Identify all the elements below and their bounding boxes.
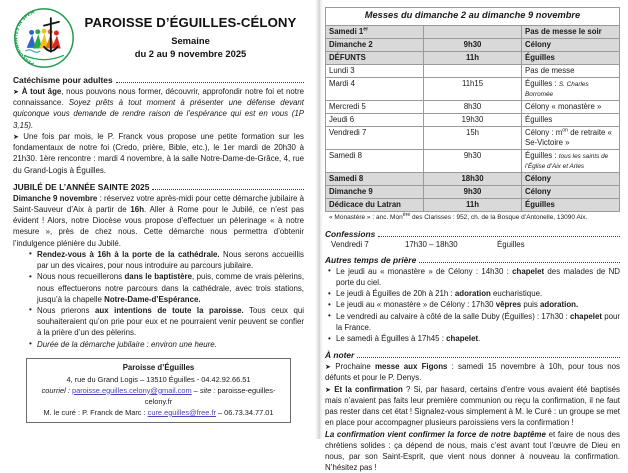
table-row <box>326 25 620 38</box>
catechisme-item-1-quote: Soyez prêts à tout moment à présenter une défense devant quiconque vous demande de rendre raison de l’espérance qui est en vous (1P 3,15). <box>13 98 304 130</box>
jubile-intro-text: : réservez votre après-midi pour cette démarche jubilaire à Saint-Sauveur d’Aix à partir de <box>13 193 305 214</box>
table-row <box>326 77 620 100</box>
row-time: 19h30 <box>424 114 522 127</box>
contact-cure-label: M. le curé : P. Franck de Marc : <box>43 407 148 417</box>
list-item <box>325 311 620 333</box>
row-time: 15h <box>424 127 522 150</box>
row-day: Mardi 4 <box>326 77 424 100</box>
arrow-bullet-icon: ➤ <box>325 362 332 372</box>
prieres-list <box>325 266 620 345</box>
priere-3-pre: Le jeudi au « monastère » de Célony : 17h30 <box>336 300 496 310</box>
priere-3-bold: vêpres <box>495 300 522 310</box>
table-row <box>326 101 620 114</box>
page-header <box>13 7 304 69</box>
row-time: 8h30 <box>424 101 522 114</box>
row-time <box>424 25 522 38</box>
priere-1-bold: chapelet <box>512 266 545 276</box>
list-item <box>13 305 304 339</box>
section-heading-confessions-label: Confessions <box>325 228 376 239</box>
row-day: Dimanche 2 <box>326 38 424 51</box>
anoter-item-1-post: : samedi 15 novembre à 10h, pour tous nos défunts et pour le P. Denys. <box>325 362 620 383</box>
jubile-bullet-1-bold: Rendez-vous à 16h à la porte de la cathédrale. <box>37 249 220 259</box>
priere-4-bold: chapelet <box>569 311 602 321</box>
table-row <box>326 114 620 127</box>
priere-3-post: puis <box>521 300 541 310</box>
row-day: Jeudi 6 <box>326 114 424 127</box>
parish-logo-icon <box>13 7 75 69</box>
confessions-time: 17h30 – 18h30 <box>405 239 458 249</box>
table-row <box>326 173 620 186</box>
ordinal-suffix: on <box>562 127 569 134</box>
row-day: Samedi 8 <box>326 173 424 186</box>
priere-3-bold2: adoration. <box>540 300 579 310</box>
jubile-intro <box>13 193 304 249</box>
confessions-place: Éguilles <box>497 239 525 249</box>
row-place: Éguilles <box>522 51 620 64</box>
table-row <box>326 64 620 77</box>
priere-1-post: des malades de ND porte du ciel. <box>336 266 620 287</box>
contact-site-label: – site : <box>191 385 218 395</box>
section-heading-anoter-label: À noter <box>325 350 355 361</box>
heading-rule <box>357 357 620 358</box>
anoter-closing-rest: et faire de nous des chrétiens solides : ça dépend de nous, mais c’est avant tout l’œuvre de Dieu en nous, par son Saint-Esprit, que vient nous donner à nouveau la confirmation. N’hésitez pas ! <box>325 429 620 473</box>
row-time: 18h30 <box>424 173 522 186</box>
contact-email-link[interactable]: paroisse.eguilles.celony@gmail.com <box>71 385 192 395</box>
anoter-closing <box>325 429 620 473</box>
confessions-row <box>325 240 620 249</box>
priere-4-pre: Le vendredi au calvaire à côté de la salle Duby (Éguilles) : 17h30 : <box>336 311 570 321</box>
row-time: 9h30 <box>424 38 522 51</box>
row-place: Célony <box>522 38 620 51</box>
arrow-bullet-icon: ➤ <box>325 384 332 394</box>
priere-1-pre: Le jeudi au « monastère » de Célony : 14h30 : <box>336 266 513 276</box>
jubile-bullet-3-pre: Nous prierons <box>37 305 95 315</box>
page-title: PAROISSE D’ÉGUILLES-CÉLONY <box>84 15 297 31</box>
mass-table-footnote: « Monastère » : anc. Mon$^{ère}$ des Clarisses : 952, ch. de la Bosque d’Antonelle, 13090 Aix. <box>329 212 588 222</box>
jubile-bullet-2-bold2: Notre-Dame-d’Espérance. <box>104 294 201 304</box>
priere-4-post: pour la France. <box>336 311 620 332</box>
contact-site-value: paroisse-eguilles-celony.fr <box>144 385 276 406</box>
catechisme-item-1 <box>13 86 304 131</box>
section-heading-anoter <box>325 350 620 360</box>
anoter-item-2-post: ? Si, par hasard, certains d’entre vous avaient été baptisés mais n’avaient pas faits leur première communion ou reçu la confirmation, il ne faut pas rester dans cet état ! Signalez-vous simplement à M. le Curé : un groupe se met en place pour accompagner plusieurs paroissiens vers la confirmation ! <box>325 384 621 428</box>
contact-email-label: courriel : <box>41 385 72 395</box>
table-row <box>326 150 620 173</box>
jubile-bullet-2-pre: Nous nous recueillerons <box>37 272 125 282</box>
contact-cure-phone: – 06.73.34.77.01 <box>215 407 274 417</box>
catechisme-item-2 <box>13 131 304 176</box>
jubile-intro-date: Dimanche 9 novembre <box>13 193 98 203</box>
row-place: Éguilles : S. Charles Borromée <box>522 77 620 100</box>
confessions-day: Vendredi 7 <box>331 239 369 249</box>
list-item <box>325 299 620 310</box>
row-place: Célony <box>522 173 620 186</box>
priere-2-bold: adoration <box>454 289 491 299</box>
row-time: 11h15 <box>424 77 522 100</box>
list-item <box>13 271 304 305</box>
contact-cure-line <box>31 407 286 418</box>
mass-schedule-table <box>325 7 620 212</box>
priere-5-bold: chapelet <box>446 334 479 344</box>
anoter-item-1-bold: messe aux Figons <box>375 362 448 372</box>
anoter-item-1-pre: Prochaine <box>335 362 375 372</box>
priere-2-post: eucharistique. <box>490 289 543 299</box>
section-heading-prieres <box>325 255 620 265</box>
list-item <box>13 249 304 271</box>
left-page <box>0 0 315 439</box>
row-place: Pas de messe le soir <box>522 25 620 38</box>
mass-table-caption: Messes du dimanche 2 au dimanche 9 novembre <box>326 8 620 26</box>
anoter-item-1 <box>325 361 620 383</box>
row-day: Lundi 3 <box>326 64 424 77</box>
catechisme-item-2-text: Une fois par mois, le P. Franck vous propose une petite formation sur les fondamentaux de notre foi (Credo, prière, Bible, etc.), le 1er mardi de 20h30 à 21h30. 1ère rencontre : mardi 4 novembre, à la salle Notre-Dame-de-Grâce, 4, rue du Grand-Logis à Éguilles. <box>13 131 304 175</box>
catechisme-item-1-text: , nous pouvons nous former, découvrir, approfondir notre foi et notre connaissance. <box>13 87 304 108</box>
priere-2-pre: Le jeudi à Éguilles de 20h à 21h : <box>336 289 455 299</box>
row-day: Samedi 1er <box>326 25 424 38</box>
ordinal-suffix: ère <box>402 212 411 219</box>
list-item <box>325 333 620 344</box>
row-time <box>424 64 522 77</box>
arrow-bullet-icon: ➤ <box>13 87 20 96</box>
list-item <box>325 288 620 299</box>
table-row <box>326 199 620 212</box>
row-time: 9h30 <box>424 150 522 173</box>
row-day: Dimanche 9 <box>326 186 424 199</box>
row-place: Célony : $m^{on}$ de retraite « Se-Victoire » <box>522 127 620 150</box>
jubile-bullet-3-bold: aux intentions de toute la paroisse. <box>95 305 244 315</box>
priere-5-post: . <box>478 334 481 344</box>
anoter-item-2 <box>325 384 620 429</box>
jubile-bullet-1-rest: Nous serons accueillis par un des vicaires, pour nous introduire au parcours jubilaire. <box>37 249 304 271</box>
anoter-closing-bold: La confirmation vient confirmer la force de notre baptême <box>325 429 546 439</box>
list-item <box>325 266 620 288</box>
row-place: Éguilles <box>522 114 620 127</box>
section-heading-catechisme <box>13 75 304 85</box>
arrow-bullet-icon: ➤ <box>13 131 20 141</box>
row-place: Célony « monastère » <box>522 101 620 114</box>
jubile-bullet-list <box>13 249 304 350</box>
table-row <box>326 127 620 150</box>
row-day: Dédicace du Latran <box>326 199 424 212</box>
mass-table-body <box>326 25 620 211</box>
row-place: Célony <box>522 186 620 199</box>
heading-rule <box>152 189 304 190</box>
section-heading-jubile-label: JUBILÉ DE L’ANNÉE SAINTE 2025 <box>13 181 150 192</box>
table-row <box>326 51 620 64</box>
jubile-bullet-3-rest: Tous ceux qui souhaiteraient qu’on prie pour eux et ne pourraient venir peuvent se confier à la prière d’un des pèlerins. <box>37 305 304 338</box>
row-day: Mercredi 5 <box>326 101 424 114</box>
row-place: Éguilles : tous les saints de l’Église d’Aix et Arles <box>522 150 620 173</box>
contact-email-line <box>31 385 286 407</box>
row-time: 9h30 <box>424 186 522 199</box>
jubile-duration-note: Durée de la démarche jubilaire : environ une heure. <box>37 339 217 349</box>
table-caption-row <box>326 8 620 26</box>
jubile-bullet-2-rest: , puis, comme de vrais pèlerins, nous effectuerons notre parcours dans la cathédrale, avec trois stations, jusqu’à la chapelle <box>37 272 305 304</box>
catechisme-item-1-lead: À tout âge <box>21 87 62 96</box>
row-place-note: tous les saints de l’Église d’Aix et Arles <box>525 153 609 171</box>
table-row <box>326 186 620 199</box>
heading-rule <box>419 262 620 263</box>
section-heading-catechisme-label: Catéchisme pour adultes <box>13 75 113 85</box>
heading-rule <box>378 236 620 237</box>
svg-text:PEREGRINANTES IN SPEM: PEREGRINANTES IN SPEM <box>14 10 36 66</box>
right-page <box>315 0 628 473</box>
row-time: 11h <box>424 51 522 64</box>
header-text-block <box>81 15 304 61</box>
list-item-note <box>13 339 304 350</box>
row-day: Samedi 8 <box>326 150 424 173</box>
section-heading-confessions <box>325 229 620 239</box>
jubile-intro-time: 16h <box>130 204 145 214</box>
header-subtitle-week: Semaine <box>171 35 210 47</box>
row-place-note: S. Charles Borromée <box>525 80 589 98</box>
section-heading-jubile <box>13 182 304 192</box>
row-day: DÉFUNTS <box>326 51 424 64</box>
heading-rule <box>116 82 304 83</box>
jubile-bullet-2-bold: dans le baptistère <box>124 272 192 282</box>
ordinal-suffix: er <box>363 26 369 33</box>
anoter-item-2-bold: Et la confirmation <box>334 384 403 394</box>
contact-address: 4, rue du Grand Logis – 13510 Éguilles - 04.42.92.66.51 <box>66 374 251 384</box>
table-row <box>326 38 620 51</box>
parish-contact-box <box>26 358 291 423</box>
contact-cure-email-link[interactable]: cure.eguilles@free.fr <box>147 407 216 417</box>
section-heading-prieres-label: Autres temps de prière <box>325 254 417 265</box>
header-subtitle-dates: du 2 au 9 novembre 2025 <box>134 48 247 60</box>
row-place: Éguilles <box>522 199 620 212</box>
priere-5-pre: Le samedi à Éguilles à 17h45 : <box>336 334 447 344</box>
row-day: Vendredi 7 <box>326 127 424 150</box>
row-place: Pas de messe <box>522 64 620 77</box>
jubile-intro-text2: . Aller à Rome pour le Jubilé, ce n’est pas évident ! Alors, notre Diocèse vous propose d’effectuer un pèlerinage « à notre mesure », près de chez nous. Cette démarche nous permettra d’obtenir l’indulgence plénière du Jubilé. <box>13 204 304 248</box>
contact-parish-name: Paroisse d’Éguilles <box>122 362 195 372</box>
row-time: 11h <box>424 199 522 212</box>
